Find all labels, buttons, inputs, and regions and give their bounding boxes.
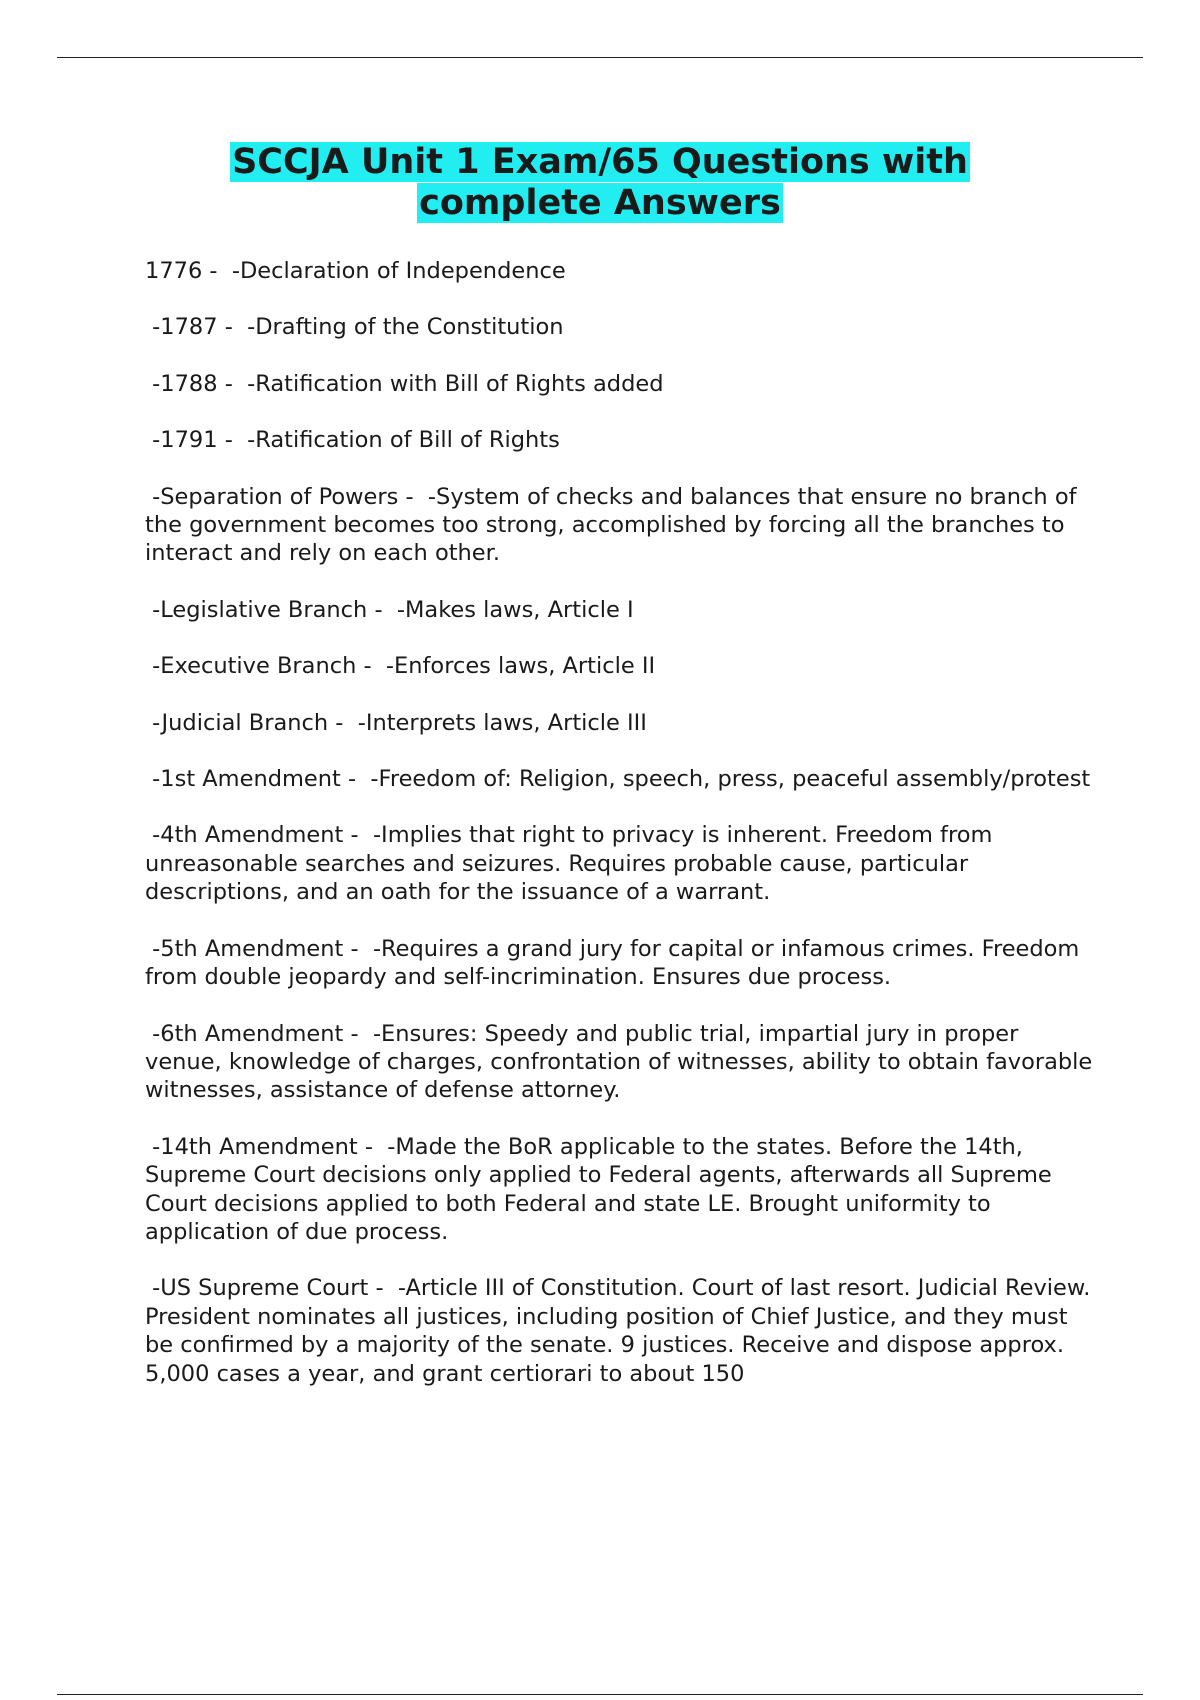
title-line-1: SCCJA Unit 1 Exam/65 Questions with: [232, 142, 968, 182]
qa-entry: -Legislative Branch - -Makes laws, Article I: [145, 596, 634, 623]
qa-entry: -US Supreme Court - -Article III of Constitution. Court of last resort. Judicial Review. President nominates all justices, including position of Chief Justice, and they must be confirmed by a majority of the senate. 9 justices. Receive and dispose approx. 5,000 cases a year, and grant certiorari to about 150: [145, 1275, 1098, 1387]
title-heading: [100, 142, 1100, 224]
qa-entry: -1787 - -Drafting of the Constitution: [145, 314, 564, 341]
qa-entry: -Executive Branch - -Enforces laws, Article II: [145, 653, 656, 680]
bottom-divider: [57, 1694, 1143, 1695]
qa-entry: 1776 - -Declaration of Independence: [145, 258, 566, 284]
document-title: [100, 142, 1100, 224]
qa-entry: -6th Amendment - -Ensures: Speedy and public trial, impartial jury in proper venue, knowledge of charges, confrontation of witnesses, ability to obtain favorable witnesses, assistance of defense attorney.: [145, 1020, 1100, 1104]
qa-entry: -4th Amendment - -Implies that right to privacy is inherent. Freedom from unreasonable searches and seizures. Requires probable cause, particular descriptions, and an oath for the issuance of a warrant.: [145, 822, 1000, 906]
qa-entry: -1788 - -Ratification with Bill of Rights added: [145, 370, 664, 397]
top-divider: [57, 57, 1143, 58]
qa-entry: -1st Amendment - -Freedom of: Religion, speech, press, peaceful assembly/protest: [145, 766, 1091, 793]
qa-entry: -Separation of Powers - -System of checks and balances that ensure no branch of the government becomes too strong, accomplished by forcing all the branches to interact and rely on each other.: [145, 483, 1084, 567]
qa-entry: -Judicial Branch - -Interprets laws, Article III: [145, 709, 647, 736]
qa-entries: [145, 257, 1100, 1416]
qa-entry: -5th Amendment - -Requires a grand jury for capital or infamous crimes. Freedom from double jeopardy and self-incrimination. Ensures due process.: [145, 935, 1087, 991]
qa-entry: -14th Amendment - -Made the BoR applicable to the states. Before the 14th, Supreme Court decisions only applied to Federal agents, afterwards all Supreme Court decisions applied to both Federal and state LE. Brought uniformity to application of due process.: [145, 1133, 1059, 1245]
qa-entry: -1791 - -Ratification of Bill of Rights: [145, 427, 560, 454]
title-line-2: complete Answers: [419, 183, 781, 223]
